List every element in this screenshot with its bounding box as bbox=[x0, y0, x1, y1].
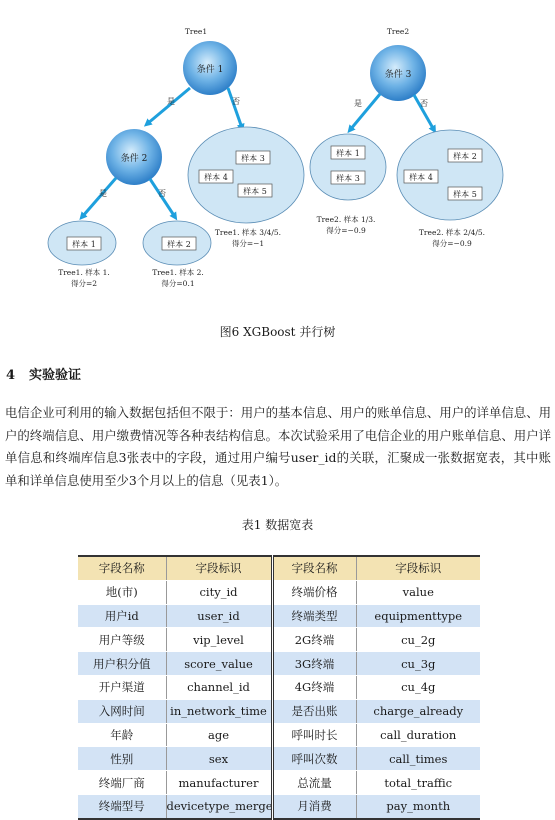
tree1-no-label: 否 bbox=[232, 97, 240, 106]
table-cell: 入网时间 bbox=[78, 699, 166, 723]
section-title: 实验验证 bbox=[29, 368, 82, 383]
table-row bbox=[78, 723, 480, 747]
table-cell: call_duration bbox=[356, 723, 480, 747]
table-cell: 4G终端 bbox=[272, 675, 356, 699]
tree1-child-label: 条件 2 bbox=[120, 154, 148, 164]
table-cell: age bbox=[166, 723, 272, 747]
table-row bbox=[78, 699, 480, 723]
tree2-leaf-a bbox=[310, 134, 386, 200]
sample-label: 样本 1 bbox=[336, 149, 360, 158]
leaf-caption: Tree1. 样本 1. bbox=[58, 268, 110, 277]
table-cell: 是否出账 bbox=[272, 699, 356, 723]
table-row bbox=[78, 628, 480, 652]
leaf-caption: Tree2. 样本 2/4/5. bbox=[418, 228, 486, 237]
leaf-caption: Tree1. 样本 2. bbox=[152, 268, 204, 277]
tree1-yes-arrow bbox=[147, 88, 190, 124]
table-cell: 年龄 bbox=[78, 723, 166, 747]
table-cell: cu_4g bbox=[356, 675, 480, 699]
table-cell: 终端价格 bbox=[272, 580, 356, 604]
sample-label: 样本 4 bbox=[409, 173, 433, 182]
table-cell: user_id bbox=[166, 604, 272, 628]
table-cell: vip_level bbox=[166, 628, 272, 652]
sample-label: 样本 1 bbox=[72, 240, 96, 249]
tree2-title: Tree2 bbox=[386, 27, 410, 36]
table-cell: 性别 bbox=[78, 747, 166, 771]
table-cell: in_network_time bbox=[166, 699, 272, 723]
table-row bbox=[78, 747, 480, 771]
table-cell: equipmenttype bbox=[356, 604, 480, 628]
table-cell: manufacturer bbox=[166, 771, 272, 795]
table-cell: 用户积分值 bbox=[78, 652, 166, 676]
table-row bbox=[78, 675, 480, 699]
leaf-score: 得分=−1 bbox=[231, 239, 265, 248]
leaf-score: 得分=−0.9 bbox=[432, 239, 472, 248]
table-caption: 表1 数据宽表 bbox=[241, 518, 314, 532]
table-cell: pay_month bbox=[356, 794, 480, 818]
table-cell: 用户等级 bbox=[78, 628, 166, 652]
table-cell: score_value bbox=[166, 652, 272, 676]
table-row bbox=[78, 652, 480, 676]
leaf-score: 得分=2 bbox=[70, 279, 98, 288]
tree1-child-yes-label: 是 bbox=[99, 189, 107, 198]
table-cell: 终端型号 bbox=[78, 794, 166, 818]
table-cell: charge_already bbox=[356, 699, 480, 723]
sample-label: 样本 5 bbox=[243, 187, 267, 196]
table-cell: city_id bbox=[166, 580, 272, 604]
sample-label: 样本 3 bbox=[336, 174, 360, 183]
tree1-child-no-arrow bbox=[150, 179, 175, 217]
header-cell: 字段名称 bbox=[78, 556, 166, 580]
table-cell: total_traffic bbox=[356, 771, 480, 795]
tree1-no-arrow bbox=[228, 88, 242, 128]
table-header-row bbox=[78, 556, 480, 580]
table-row bbox=[78, 580, 480, 604]
table-cell: value bbox=[356, 580, 480, 604]
body-paragraph: 电信企业可利用的输入数据包括但不限于：用户的基本信息、用户的账单信息、用户的详单信息、用户的终端信息、用户缴费情况等各种表结构信息。本次试验采用了电信企业的用户账单信息、用户详单信息和终端库信息3张表中的字段，通过用户编号user_id的关联，汇聚成一张数据宽表，其中账单和详单信息使用至少3个月以上的信息（见表1）。 bbox=[5, 405, 551, 488]
sample-label: 样本 4 bbox=[204, 173, 228, 182]
section-number: 4 bbox=[6, 368, 16, 383]
header-cell: 字段标识 bbox=[356, 556, 480, 580]
table-cell: 开户渠道 bbox=[78, 675, 166, 699]
table-cell: 呼叫次数 bbox=[272, 747, 356, 771]
table-cell: 用户id bbox=[78, 604, 166, 628]
table-cell: 2G终端 bbox=[272, 628, 356, 652]
tree1-yes-label: 是 bbox=[167, 97, 175, 106]
table-cell: call_times bbox=[356, 747, 480, 771]
sample-label: 样本 5 bbox=[453, 190, 477, 199]
table-cell: 月消费 bbox=[272, 794, 356, 818]
header-cell: 字段标识 bbox=[166, 556, 272, 580]
tree1-root-label: 条件 1 bbox=[196, 65, 224, 75]
header-cell: 字段名称 bbox=[272, 556, 356, 580]
figure-caption: 图6 XGBoost 并行树 bbox=[219, 325, 336, 339]
table-cell: 终端类型 bbox=[272, 604, 356, 628]
sample-label: 样本 3 bbox=[241, 154, 265, 163]
leaf-caption: Tree1. 样本 3/4/5. bbox=[214, 228, 282, 237]
table-row bbox=[78, 604, 480, 628]
table-cell: sex bbox=[166, 747, 272, 771]
table-cell: 终端厂商 bbox=[78, 771, 166, 795]
table-cell: channel_id bbox=[166, 675, 272, 699]
tree2-no-label: 否 bbox=[420, 99, 428, 108]
table-cell: 呼叫时长 bbox=[272, 723, 356, 747]
table-row bbox=[78, 794, 480, 818]
table-cell: devicetype_merge bbox=[166, 794, 272, 818]
xgboost-tree-figure bbox=[0, 0, 555, 300]
tree2-root-label: 条件 3 bbox=[384, 70, 412, 80]
table-row bbox=[78, 771, 480, 795]
leaf-score: 得分=0.1 bbox=[161, 279, 195, 288]
leaf-score: 得分=−0.9 bbox=[326, 226, 366, 235]
table-cell: cu_2g bbox=[356, 628, 480, 652]
sample-label: 样本 2 bbox=[167, 240, 191, 249]
tree1-title: Tree1 bbox=[184, 27, 208, 36]
table-cell: cu_3g bbox=[356, 652, 480, 676]
data-wide-table bbox=[78, 555, 480, 820]
table-cell: 3G终端 bbox=[272, 652, 356, 676]
table-cell: 地(市) bbox=[78, 580, 166, 604]
tree1-child-no-label: 否 bbox=[158, 189, 166, 198]
sample-label: 样本 2 bbox=[453, 152, 477, 161]
table-cell: 总流量 bbox=[272, 771, 356, 795]
leaf-caption: Tree2. 样本 1/3. bbox=[316, 215, 376, 224]
section-heading bbox=[6, 364, 81, 383]
tree2-yes-label: 是 bbox=[354, 99, 362, 108]
